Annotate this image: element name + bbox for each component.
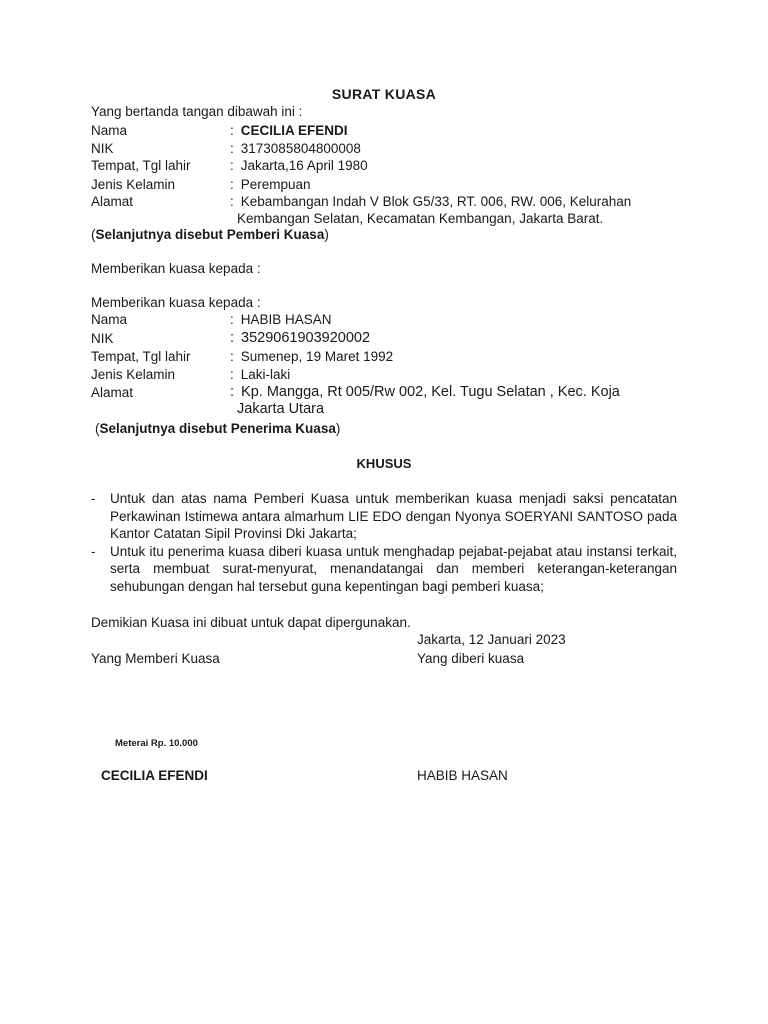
list-item-text: Untuk dan atas nama Pemberi Kuasa untuk memberikan kuasa menjadi saksi pencatatan Perkawinan Istimewa antara almarhum LIE EDO dengan Nyonya SOERYANI SANTOSO pada Kantor Catatan Sipil Provinsi Dki Jakarta; xyxy=(110,491,677,542)
penerima-jk-value: Laki-laki xyxy=(240,367,291,382)
right-sign-label: Yang diberi kuasa xyxy=(417,651,525,666)
pemberi-ttl-value: Jakarta,16 April 1980 xyxy=(240,158,368,173)
memberikan-kuasa-2: Memberikan kuasa kepada : xyxy=(91,295,261,310)
field-label: Nama xyxy=(91,312,128,327)
pemberi-note-text: Selanjutnya disebut Pemberi Kuasa xyxy=(95,227,325,242)
field-label: Jenis Kelamin xyxy=(91,367,176,382)
field-label: Jenis Kelamin xyxy=(91,177,176,192)
penerima-nik-value: 3529061903920002 xyxy=(241,330,371,346)
penerima-note: (Selanjutnya disebut Penerima Kuasa) xyxy=(95,421,341,436)
field-label: Tempat, Tgl lahir xyxy=(91,349,191,364)
pemberi-nik-value: 3173085804800008 xyxy=(240,141,361,156)
right-signer-name: HABIB HASAN xyxy=(417,768,508,783)
pemberi-alamat-line2: Kembangan Selatan, Kecamatan Kembangan, Jakarta Barat. xyxy=(237,211,604,226)
pemberi-alamat-line1: Kebambangan Indah V Blok G5/33, RT. 006, RW. 006, Kelurahan xyxy=(240,194,632,209)
field-label: Alamat xyxy=(91,194,134,209)
field-label: Nama xyxy=(91,123,128,138)
left-sign-label: Yang Memberi Kuasa xyxy=(91,651,220,666)
pemberi-nama-value: CECILIA EFENDI xyxy=(240,123,348,138)
dash-bullet-icon: - xyxy=(91,543,96,559)
penerima-note-text: Selanjutnya disebut Penerima Kuasa xyxy=(99,421,336,436)
document-page: SURAT KUASA Yang bertanda tangan dibawah ini : Nama : CECILIA EFENDI NIK : 3173085804800008 Tempat, Tgl lahir : Jakarta,16 April 1980 Jenis Kelamin : Perempuan Alamat : Kebambangan Indah V Blok G5/33, RT. 006, RW. 006, Kelurahan Kembangan Selatan, Kecamatan Kembangan, Jakarta Barat. (Selanjutnya disebut Pemberi Kuasa) Memberikan kuasa kepada : Memberikan kuasa kepada : Nama : HABIB HASAN NIK : 3529061903920002 Tempat, Tgl lahir : Sumenep, 19 Maret 1992 Jenis Kelamin : Laki-laki Alamat : Kp. Mangga, Rt 005/Rw 002, Kel. Tugu Selatan , Kec. Koja Jakarta Utara (Selanjutnya disebut Penerima Kuasa) KHUSUS - Untuk dan atas nama Pemberi Kuasa untuk memberikan kuasa menjadi saksi pencatatan Perkawinan Istimewa antara almarhum LIE EDO dengan Nyonya SOERYANI SANTOSO pada Kantor Catatan Sipil Provinsi Dki Jakarta; - Untuk itu penerima kuasa diberi kuasa untuk menghadap pejabat-pejabat atau instansi terkait, serta membuat surat-menyurat, menandatangai dan memberi keterangan-keterangan sehubungan dengan hal tersebut guna kepentingan bagi pemberi kuasa; Demikian Kuasa ini dibuat untuk dapat dipergunakan. Jakarta, 12 Januari 2023 Yang Memberi Kuasa Yang diberi kuasa Meterai Rp. 10.000 CECILIA EFENDI HABIB HASAN xyxy=(0,0,768,1024)
khusus-heading: KHUSUS xyxy=(356,456,412,471)
list-item-text: Untuk itu penerima kuasa diberi kuasa untuk menghadap pejabat-pejabat atau instansi terkait, serta membuat surat-menyurat, menandatangai dan memberi keterangan-keterangan sehubungan dengan hal tersebut guna kepentingan bagi pemberi kuasa; xyxy=(110,543,677,594)
field-label: NIK xyxy=(91,141,114,156)
penerima-nama-value: HABIB HASAN xyxy=(240,312,332,327)
khusus-list xyxy=(91,490,677,596)
pemberi-jk-value: Perempuan xyxy=(240,177,311,192)
document-title: SURAT KUASA xyxy=(331,86,437,102)
field-label: Alamat xyxy=(91,385,134,400)
list-item xyxy=(91,490,677,543)
pemberi-note: (Selanjutnya disebut Pemberi Kuasa) xyxy=(91,227,329,242)
field-label: NIK xyxy=(91,331,114,346)
dash-bullet-icon: - xyxy=(91,491,96,506)
intro-text: Yang bertanda tangan dibawah ini : xyxy=(91,104,303,119)
closing-text: Demikian Kuasa ini dibuat untuk dapat dipergunakan. xyxy=(91,615,411,630)
penerima-alamat-line1: Kp. Mangga, Rt 005/Rw 002, Kel. Tugu Selatan , Kec. Koja xyxy=(241,384,620,400)
memberikan-kuasa-1: Memberikan kuasa kepada : xyxy=(91,261,261,276)
list-item xyxy=(91,543,677,596)
left-signer-name: CECILIA EFENDI xyxy=(101,768,208,783)
place-date: Jakarta, 12 Januari 2023 xyxy=(417,632,566,647)
meterai-label: Meterai Rp. 10.000 xyxy=(115,738,198,749)
penerima-ttl-value: Sumenep, 19 Maret 1992 xyxy=(240,349,394,364)
field-label: Tempat, Tgl lahir xyxy=(91,158,191,173)
penerima-alamat-line2: Jakarta Utara xyxy=(237,401,325,417)
